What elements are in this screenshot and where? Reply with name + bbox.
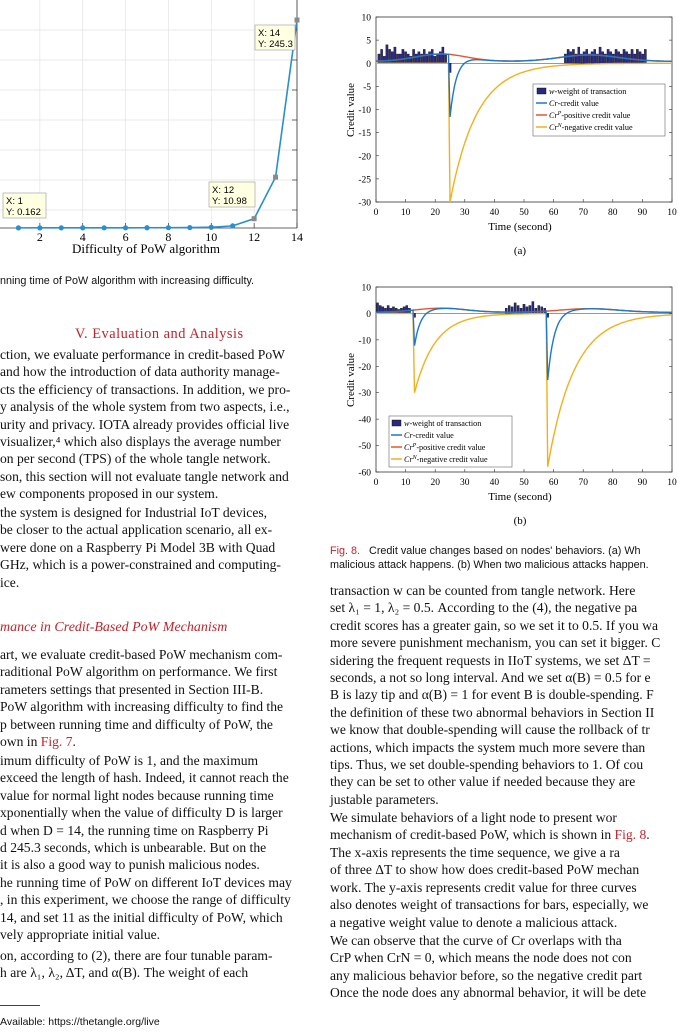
footnote-rule <box>0 1005 40 1006</box>
text-line: ew components proposed in our system. <box>0 486 219 502</box>
text-line: imum difficulty of PoW is 1, and the maximum <box>0 753 259 768</box>
fig7-point <box>102 225 107 230</box>
fig7-link[interactable]: Fig. 7 <box>40 733 73 749</box>
fig8a-x-tick-label: 10 <box>667 208 677 218</box>
text-line: tips. Thus, we set double-spending behaviors to 1. Of cou <box>330 756 644 772</box>
fig8-caption-line1: Credit value changes based on nodes' behaviors. (a) Wh <box>369 545 641 557</box>
fig8a-y-tick-label: 10 <box>361 13 371 24</box>
text-line: GHz, which is a power-constrained and computing- <box>0 557 281 573</box>
fig8b-x-tick-label: 10 <box>400 478 411 488</box>
fig8b-x-tick-label: 50 <box>519 478 529 488</box>
fig8a-weight-bar <box>594 49 596 63</box>
fig8b-y-tick-label: -50 <box>358 442 371 453</box>
fig8b-weight-bar <box>390 308 392 313</box>
fig8a-legend-item-negative: $Cr^N$-negative credit value <box>549 123 633 132</box>
right-paragraph-4 <box>330 932 646 1002</box>
text-line: and how the introduction of data authority manage- <box>0 364 280 380</box>
fig7-x-tick-label: 8 <box>165 230 172 244</box>
fig8a-legend-item-weight: w-weight of transaction <box>549 87 627 96</box>
fig7-point <box>59 225 64 230</box>
text-line: value for normal light nodes because running time <box>0 787 274 803</box>
fig8-link[interactable]: Fig. 8 <box>614 827 647 843</box>
fig8a-weight-bar <box>423 49 425 63</box>
fig8a-weight-bar <box>642 54 644 63</box>
fig7-x-ticks <box>37 30 303 244</box>
fig7-tip2-x: X: 12 <box>212 185 235 196</box>
fig8b-xlabel: Time (second) <box>488 491 552 503</box>
fig7-point <box>166 225 171 230</box>
footnote[interactable]: Available: https://thetangle.org/live <box>0 1016 160 1028</box>
fig7-highlight-marker <box>295 18 300 23</box>
fig8a-x-tick-label: 30 <box>460 208 470 218</box>
text-line: exceed the length of hash. Indeed, it cannot reach the <box>0 770 289 786</box>
text-line: they can be set to other value if needed because they are <box>330 774 636 790</box>
fig8b-ylabel: Credit value <box>345 352 357 408</box>
fig7-tip1-x: X: 1 <box>6 196 23 207</box>
fig8b-x-tick-label: 20 <box>430 478 440 488</box>
fig8a-weight-bar <box>602 52 604 64</box>
fig7-x-tick-label: 4 <box>79 230 86 244</box>
fig7-point <box>144 225 149 230</box>
fig7-x-tick-label: 12 <box>248 230 261 244</box>
fig8a-weight-bar <box>412 49 414 63</box>
fig8-caption-label: Fig. 8. <box>330 545 361 557</box>
fig8a-x-tick-label: 20 <box>430 208 440 218</box>
fig8a-weight-bar <box>583 52 585 64</box>
fig8b-legend <box>389 416 512 467</box>
text-line: visualizer,⁴ which also displays the average number <box>0 433 281 449</box>
text-line: raditional PoW algorithm on performance. We first <box>0 664 278 680</box>
fig8a-y-tick-label: -30 <box>358 198 371 209</box>
fig8a-weight-bar <box>391 52 393 64</box>
fig8a-weight-bar <box>402 49 404 63</box>
fig7-highlight-marker <box>252 216 257 221</box>
fig8a-weight-bar <box>591 52 593 64</box>
text-line: p between running time and difficulty of PoW, the <box>0 716 273 732</box>
fig8a-y-tick-label: -25 <box>358 175 371 186</box>
fig7-x-tick-label: 2 <box>36 230 43 244</box>
fig7-datatip-2 <box>209 182 255 207</box>
fig8a-y-tick-label: 0 <box>366 59 371 70</box>
fig7-point <box>187 225 192 230</box>
text-line: he running time of PoW on different IoT devices may <box>0 874 292 890</box>
fig8b-chart <box>330 280 678 532</box>
fig8b-legend-item-weight: w-weight of transaction <box>404 419 482 428</box>
fig8b-y-tick-label: -20 <box>358 362 371 373</box>
text-line: we know that double-spending will cause the rollback of tr <box>330 722 650 738</box>
fig8a-x-tick-label: 50 <box>519 208 529 218</box>
fig8a-weight-bar <box>639 52 641 64</box>
fig8a-weight-bar <box>418 52 420 64</box>
fig7-datatip-3 <box>255 25 295 50</box>
right-paragraph-2 <box>330 809 650 844</box>
text-fragment: mechanism of credit-based PoW, which is shown in <box>330 827 615 843</box>
fig8-caption <box>330 545 649 572</box>
text-line: were done on a Raspberry Pi Model 3B with Quad <box>0 539 276 555</box>
text-line: urity and privacy. IOTA already provides official live <box>0 416 290 432</box>
fig8-caption-line2: malicious attack happens. (b) When two malicious attacks happen. <box>330 558 649 571</box>
fig8b-y-tick-label: -30 <box>358 389 371 400</box>
fig7-point <box>16 225 21 230</box>
fig8a-x-tick-label: 0 <box>373 208 379 218</box>
text-line: CrP when CrN = 0, which means the node does not con <box>330 950 632 966</box>
text-line: on per second (TPS) of the whole tangle network. <box>0 451 271 467</box>
text-line: d when D = 14, the running time on Raspberry Pi <box>0 822 269 838</box>
fig8a-weight-bar <box>636 49 638 63</box>
fig8a-weight-bar <box>631 49 633 63</box>
text-line: xponentially when the value of difficulty D is larger <box>0 805 283 821</box>
fig7-point <box>209 225 214 230</box>
fig8a-weight-bar <box>444 54 446 63</box>
fig8a-chart <box>330 8 678 260</box>
fig8b-x-tick-label: 70 <box>578 478 588 488</box>
fig8b-legend-bar-swatch <box>392 420 401 426</box>
text-line: set λ₁ = 1, λ₂ = 0.5. According to the (4), the negative pa <box>330 600 638 616</box>
text-line: it is also a good way to punish malicious nodes. <box>0 857 260 873</box>
text-line: credit scores has a greater gain, so we set it to 0.5. If you wa <box>330 617 659 633</box>
text-line: the system is designed for Industrial IoT devices, <box>0 505 268 520</box>
fig7-tip3-y: Y: 245.3 <box>258 39 293 50</box>
text-line: ction, we evaluate performance in credit-based PoW <box>0 347 285 362</box>
fig7-highlight-marker <box>273 175 278 180</box>
text-line: vely appropriate initial value. <box>0 926 161 942</box>
text-line: y analysis of the whole system from two aspects, i.e., <box>0 399 290 415</box>
left-paragraph-4 <box>0 752 292 943</box>
fig7-point <box>123 225 128 230</box>
text-line: the definition of these two abnormal behaviors in Section II <box>330 704 655 720</box>
fig8a-weight-bar <box>397 54 399 63</box>
fig7-point <box>37 225 42 230</box>
text-line: B is lazy tip and α(B) = 1 for event B is double-spending. F <box>330 687 654 703</box>
fig8a-ylabel: Credit value <box>345 82 357 138</box>
right-paragraph-3 <box>330 844 648 931</box>
fig8a-weight-bar <box>378 54 380 63</box>
fig8b-weight-bar <box>406 306 408 314</box>
text-line: rameters settings that presented in Section III-B. <box>0 681 264 697</box>
text-line: cts the efficiency of transactions. In addition, we pro- <box>0 381 291 397</box>
fig8b-legend-item-credit: Cr-credit value <box>404 431 454 440</box>
fig8a-weight-bar <box>612 54 614 63</box>
fig8a-legend-bar-swatch <box>537 88 546 94</box>
fig8a-legend-item-positive: $Cr^P$-positive credit value <box>549 111 631 120</box>
fig7-x-tick-label: 10 <box>205 230 218 244</box>
fig8b-x-tick-label: 10 <box>667 478 677 488</box>
fig8b-weight-bar <box>392 307 394 314</box>
fig8a-x-tick-label: 10 <box>400 208 411 218</box>
fig8a-legend <box>533 84 665 136</box>
fig8a-weight-bar <box>610 52 612 64</box>
text-line: also denotes weight of transactions for bars, especially, we <box>330 897 649 913</box>
subsection-heading: mance in Credit-Based PoW Mechanism <box>0 620 228 635</box>
fig8a-weight-bar <box>415 54 417 63</box>
fig8a-y-tick-label: -20 <box>358 152 371 163</box>
fig8b-x-tick-label: 30 <box>460 478 470 488</box>
fig8b-y-tick-label: -60 <box>358 468 371 479</box>
text-line: justable parameters. <box>330 791 439 807</box>
fig8a-weight-bar <box>615 49 617 63</box>
text-fragment: own in <box>0 733 41 749</box>
fig7-x-tick-label: 6 <box>122 230 129 244</box>
fig8a-weight-bar <box>644 49 646 63</box>
fig7-tip2-y: Y: 10.98 <box>212 196 247 207</box>
fig8b-legend-item-negative: $Cr^N$-negative credit value <box>404 455 488 464</box>
fig8a-x-tick-label: 40 <box>489 208 500 218</box>
text-line: work. The y-axis represents credit value for three curves <box>330 879 637 895</box>
text-line: , in this experiment, we choose the range of difficulty <box>0 892 291 908</box>
text-line: a negative weight value to denote a malicious attack. <box>330 914 618 930</box>
fig8a-weight-bar <box>383 56 385 63</box>
fig7-point <box>80 225 85 230</box>
text-line: We can observe that the curve of Cr overlaps with tha <box>330 933 622 948</box>
fig8a-weight-bar <box>434 56 436 63</box>
text-line: more severe punishment mechanism, you can set it bigger. C <box>330 635 661 651</box>
text-line: son, this section will not evaluate tangle network and <box>0 468 289 484</box>
text-line: transaction w can be counted from tangle network. Here <box>330 583 636 598</box>
fig8b-y-tick-label: -10 <box>358 336 371 347</box>
fig8a-weight-bar <box>570 52 572 64</box>
fig8a-weight-bar <box>623 49 625 63</box>
fig7-x-tick-label: 14 <box>291 230 303 244</box>
fig8a-y-tick-label: -10 <box>358 106 371 116</box>
fig8b-y-tick-label: -40 <box>358 415 371 426</box>
text-line: d 245.3 seconds, which is unbearable. But on the <box>0 839 267 855</box>
fig8b-x-tick-label: 60 <box>548 478 559 488</box>
text-line: PoW algorithm with increasing difficulty to find the <box>0 699 284 715</box>
fig8a-weight-bar <box>442 47 444 63</box>
fig8b-sublabel: (b) <box>513 515 527 527</box>
text-line: 14, and set 11 as the initial difficulty of PoW, which <box>0 909 283 925</box>
text-line: on, according to (2), there are four tunable param- <box>0 948 273 963</box>
text-line: ice. <box>0 574 20 590</box>
fig7-tip3-x: X: 14 <box>258 28 281 39</box>
fig8a-weight-bar <box>405 52 407 64</box>
fig8a-x-tick-label: 80 <box>608 208 618 218</box>
text-line: Once the node does any abnormal behavior, it will be dete <box>330 985 647 1001</box>
fig8a-y-tick-label: -15 <box>358 129 371 140</box>
fig8b-x-tick-label: 90 <box>637 478 648 488</box>
fig8a-weight-bar <box>586 49 588 63</box>
fig8a-weight-bar <box>634 54 636 63</box>
fig8b-weight-bar <box>541 307 543 314</box>
text-line: The x-axis represents the time sequence, we give a ra <box>330 845 620 860</box>
fig7-datatip-1 <box>3 193 46 218</box>
left-paragraph-1 <box>0 346 290 503</box>
fig7-caption: nning time of PoW algorithm with increasing difficulty. <box>0 275 255 287</box>
fig8a-x-tick-label: 90 <box>637 208 648 218</box>
text-line: of three ΔT to show how does credit-based PoW mechan <box>330 862 640 878</box>
fig8b-weight-bar <box>403 307 405 314</box>
text-line: art, we evaluate credit-based PoW mechanism com- <box>0 647 283 662</box>
fig7-chart <box>0 0 310 260</box>
right-paragraph-1 <box>330 582 660 808</box>
text-line: own in Fig. 7. <box>0 733 76 749</box>
fig8b-legend-item-positive: $Cr^P$-positive credit value <box>404 443 486 452</box>
fig8a-weight-bar <box>626 52 628 64</box>
text-line: seconds, a not so long interval. And we set α(B) = 0.5 for e <box>330 669 651 685</box>
fig8b-y-tick-label: 10 <box>361 283 371 294</box>
fig8a-y-tick-label: -5 <box>363 82 371 93</box>
left-paragraph-2 <box>0 504 281 591</box>
fig8b-x-tick-label: 40 <box>489 478 500 488</box>
fig8a-x-tick-label: 70 <box>578 208 588 218</box>
fig8a-weight-bar <box>394 47 396 63</box>
fig7-point <box>230 223 235 228</box>
fig8a-x-tick-label: 60 <box>548 208 559 218</box>
fig8b-x-tick-label: 80 <box>608 478 618 488</box>
text-line: any malicious behavior before, so the negative credit part <box>330 967 643 983</box>
fig8b-weight-bar <box>535 308 537 313</box>
fig8a-y-tick-label: 5 <box>366 36 371 47</box>
fig8a-weight-bar <box>564 54 566 63</box>
left-paragraph-3 <box>0 646 283 750</box>
fig8b-y-tick-label: 0 <box>366 309 371 320</box>
text-line: We simulate behaviors of a light node to present wor <box>330 810 617 825</box>
fig7-xlabel: Difficulty of PoW algorithm <box>72 241 220 256</box>
section-heading: V. Evaluation and Analysis <box>75 326 244 342</box>
fig8a-weight-bar <box>428 52 430 64</box>
fig8a-legend-item-credit: Cr-credit value <box>549 99 599 108</box>
fig8a-weight-bar <box>436 54 438 63</box>
fig8a-weight-bar <box>431 49 433 63</box>
text-line: actions, which impacts the system much more severe than <box>330 739 646 755</box>
fig8a-sublabel: (a) <box>513 245 527 257</box>
text-line: sidering the frequent requests in IIoT systems, we set ΔT = <box>330 652 651 668</box>
left-paragraph-5 <box>0 947 273 982</box>
fig7-tip1-y: Y: 0.162 <box>6 207 41 218</box>
text-line: h are λ₁, λ₂, ΔT, and α(B). The weight of each <box>0 965 249 981</box>
text-line: mechanism of credit-based PoW, which is shown in Fig. 8. <box>330 827 650 843</box>
fig8b-x-tick-label: 0 <box>373 478 379 488</box>
fig8a-xlabel: Time (second) <box>488 221 552 233</box>
text-line: be closer to the actual application scenario, all ex- <box>0 522 273 538</box>
